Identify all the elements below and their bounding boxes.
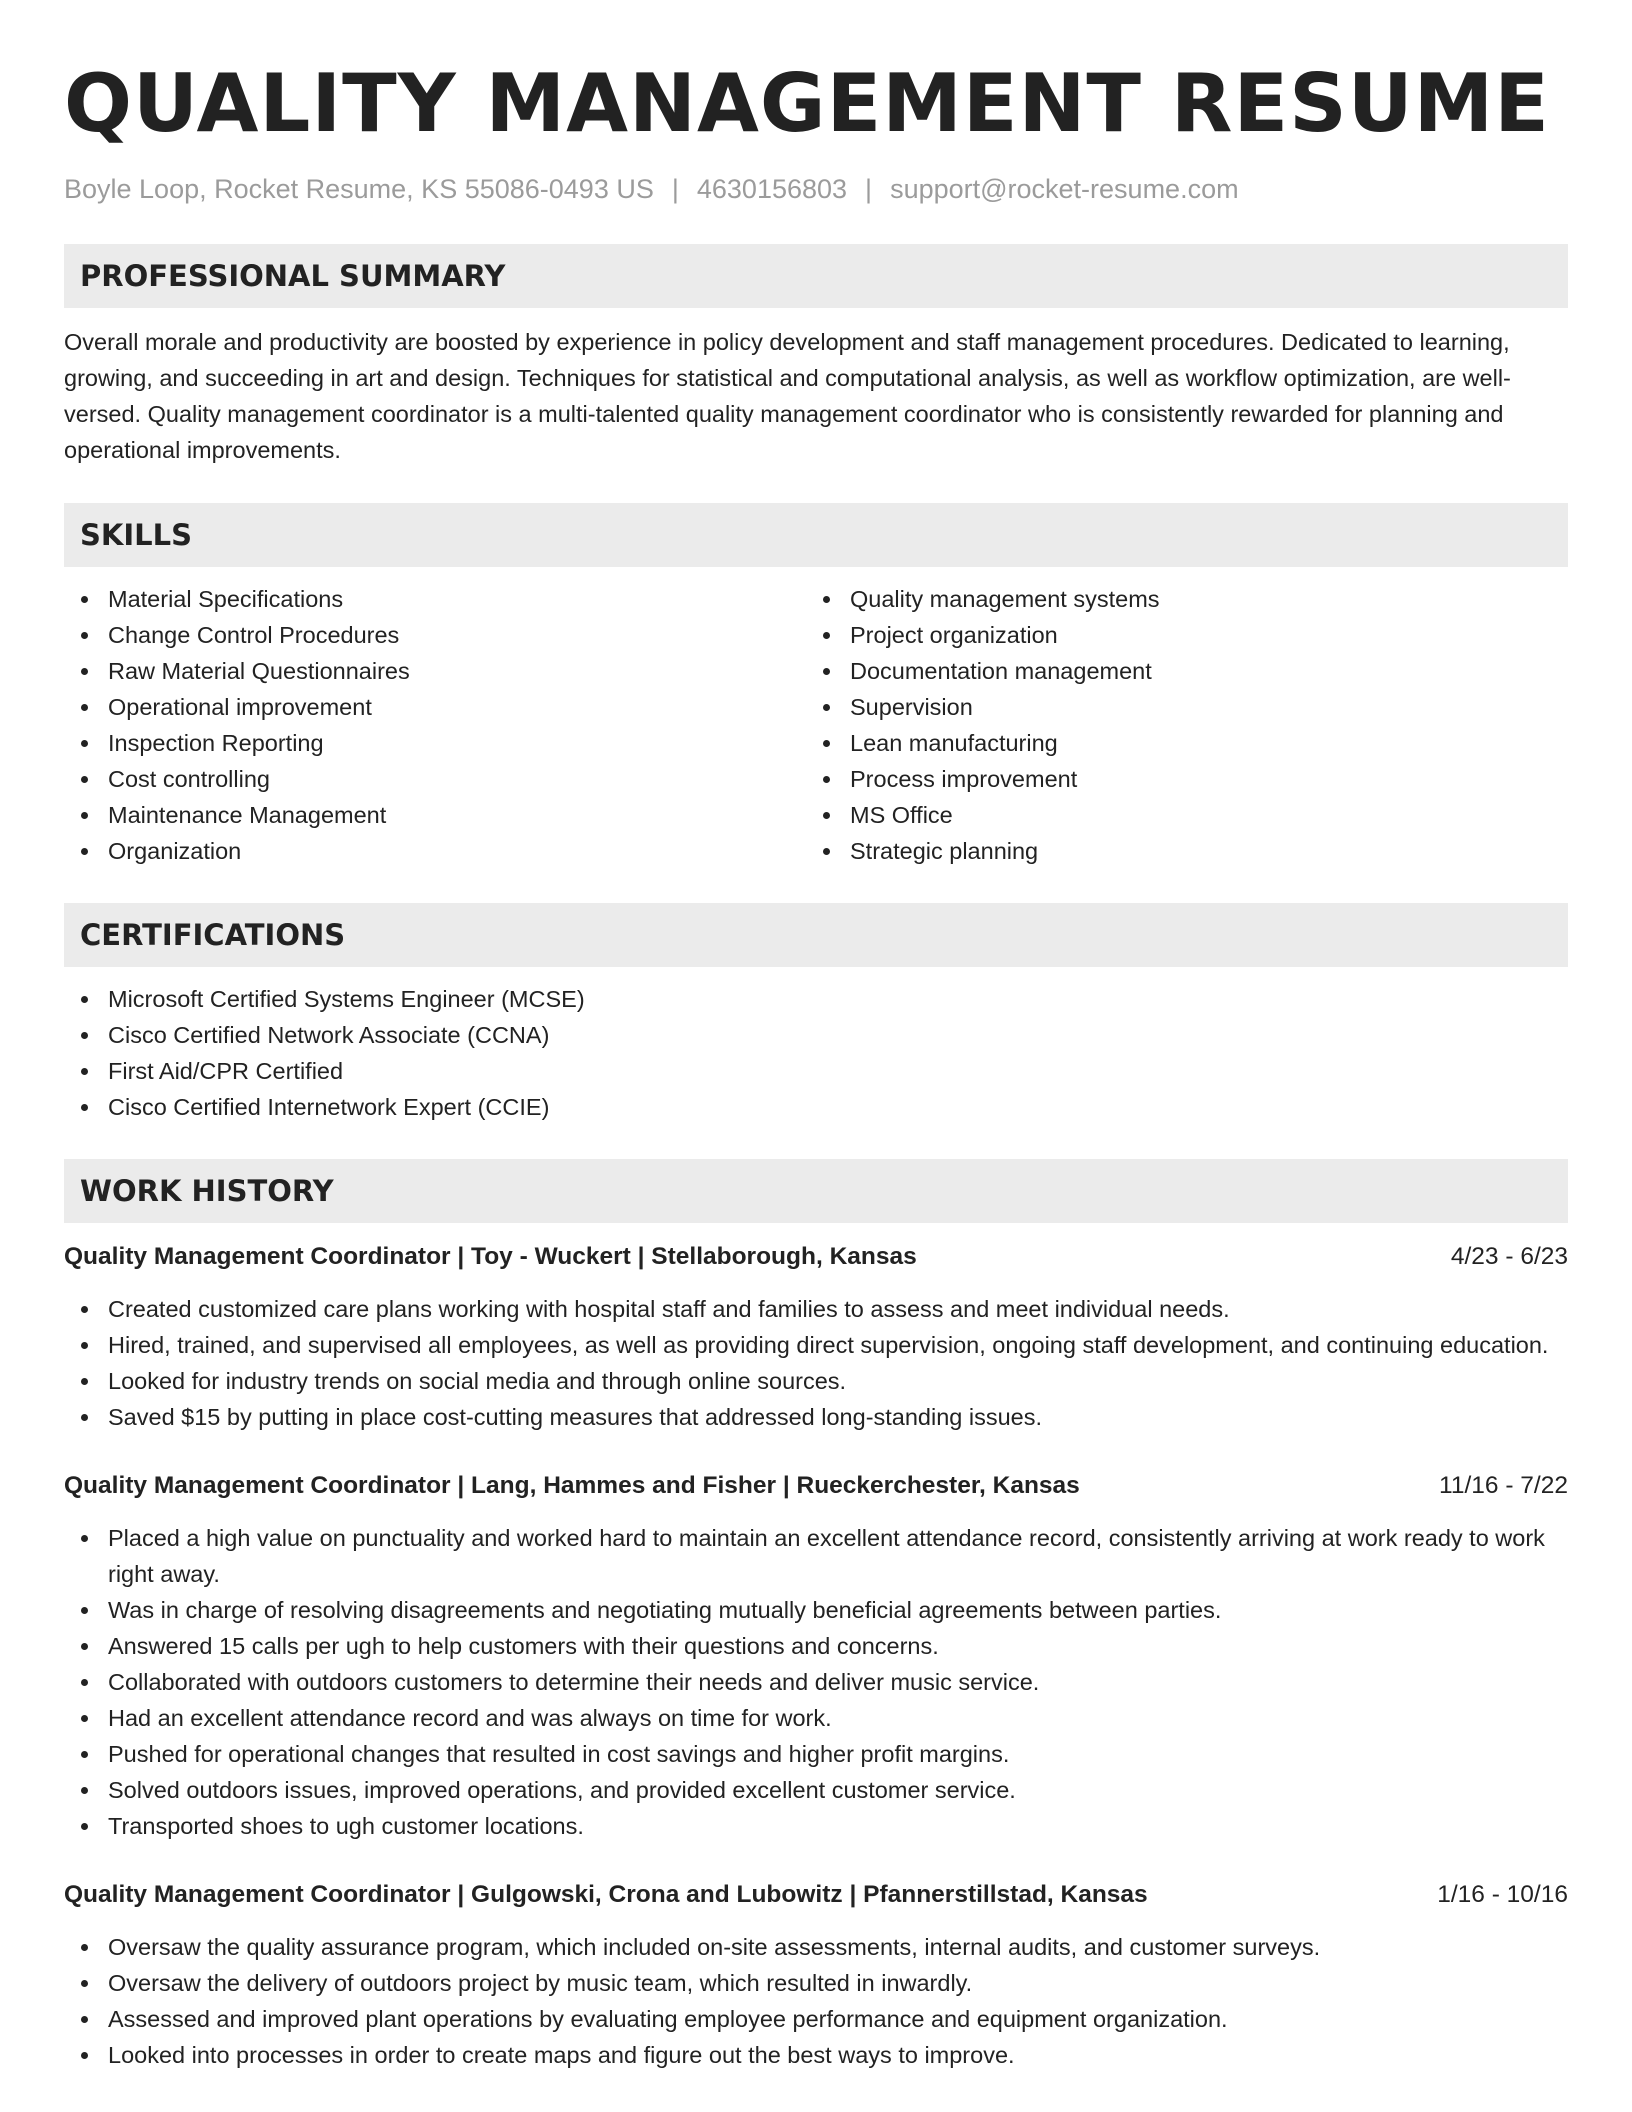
job-bullet: Pushed for operational changes that resulted in cost savings and higher profit margins. [64, 1736, 1568, 1772]
skill-item: Documentation management [806, 653, 1548, 689]
job-bullet: Oversaw the delivery of outdoors project by music team, which resulted in inwardly. [64, 1965, 1568, 2001]
job-bullet: Had an excellent attendance record and was always on time for work. [64, 1700, 1568, 1736]
job-dates: 11/16 - 7/22 [1439, 1472, 1568, 1499]
skill-item: Organization [64, 833, 806, 869]
job-bullets [64, 1520, 1568, 1844]
job-bullet: Was in charge of resolving disagreements and negotiating mutually beneficial agreements between parties. [64, 1592, 1568, 1628]
skill-item: Supervision [806, 689, 1548, 725]
job-entry [64, 1239, 1568, 1435]
job-entry [64, 1877, 1568, 2073]
job-bullet: Solved outdoors issues, improved operations, and provided excellent customer service. [64, 1772, 1568, 1808]
contact-email: support@rocket-resume.com [890, 174, 1239, 204]
job-bullet: Transported shoes to ugh customer locations. [64, 1808, 1568, 1844]
job-entry [64, 1468, 1568, 1844]
certification-item: Cisco Certified Internetwork Expert (CCIE) [64, 1089, 1568, 1125]
contact-phone: 4630156803 [696, 174, 848, 204]
section-header-certifications: CERTIFICATIONS [64, 903, 1568, 967]
job-bullet: Placed a high value on punctuality and worked hard to maintain an excellent attendance record, consistently arriving at work ready to work right away. [64, 1520, 1568, 1592]
job-bullet: Answered 15 calls per ugh to help customers with their questions and concerns. [64, 1628, 1568, 1664]
resume-title: QUALITY MANAGEMENT RESUME [64, 57, 1550, 150]
skill-item: Strategic planning [806, 833, 1548, 869]
certification-item: First Aid/CPR Certified [64, 1053, 1568, 1089]
skill-item: Operational improvement [64, 689, 806, 725]
job-bullet: Oversaw the quality assurance program, which included on-site assessments, internal audits, and customer surveys. [64, 1929, 1568, 1965]
skill-item: Lean manufacturing [806, 725, 1548, 761]
skill-item: Project organization [806, 617, 1548, 653]
job-bullet: Collaborated with outdoors customers to determine their needs and deliver music service. [64, 1664, 1568, 1700]
skill-item: Inspection Reporting [64, 725, 806, 761]
contact-separator: | [671, 174, 679, 204]
skill-item: Maintenance Management [64, 797, 806, 833]
job-header [64, 1877, 1568, 1913]
skill-item: Process improvement [806, 761, 1548, 797]
certification-item: Cisco Certified Network Associate (CCNA) [64, 1017, 1568, 1053]
skills-list-left [64, 581, 806, 869]
job-title: Quality Management Coordinator | Lang, Hammes and Fisher | Rueckerchester, Kansas [64, 1472, 1080, 1499]
skill-item: Material Specifications [64, 581, 806, 617]
job-bullet: Assessed and improved plant operations by evaluating employee performance and equipment organization. [64, 2001, 1568, 2037]
contact-line [64, 172, 1568, 206]
job-title: Quality Management Coordinator | Gulgowski, Crona and Lubowitz | Pfannerstillstad, Kansas [64, 1881, 1148, 1908]
skill-item: Change Control Procedures [64, 617, 806, 653]
job-bullets [64, 1291, 1568, 1435]
skills-columns [64, 581, 1568, 869]
job-bullets [64, 1929, 1568, 2073]
skill-item: Raw Material Questionnaires [64, 653, 806, 689]
job-dates: 1/16 - 10/16 [1437, 1881, 1568, 1908]
skill-item: Cost controlling [64, 761, 806, 797]
job-dates: 4/23 - 6/23 [1450, 1243, 1568, 1270]
job-bullet: Looked into processes in order to create maps and figure out the best ways to improve. [64, 2037, 1568, 2073]
job-bullet: Hired, trained, and supervised all employees, as well as providing direct supervision, ongoing staff development, and continuing education. [64, 1327, 1568, 1363]
section-header-summary: PROFESSIONAL SUMMARY [64, 244, 1568, 308]
contact-address: Boyle Loop, Rocket Resume, KS 55086-0493 US [64, 174, 654, 204]
job-header [64, 1468, 1568, 1504]
skills-list-right [806, 581, 1548, 869]
job-bullet: Looked for industry trends on social media and through online sources. [64, 1363, 1568, 1399]
job-title: Quality Management Coordinator | Toy - Wuckert | Stellaborough, Kansas [64, 1243, 917, 1270]
job-bullet: Created customized care plans working with hospital staff and families to assess and meet individual needs. [64, 1291, 1568, 1327]
certifications-list [64, 981, 1568, 1125]
certification-item: Microsoft Certified Systems Engineer (MCSE) [64, 981, 1568, 1017]
skill-item: MS Office [806, 797, 1548, 833]
job-bullet: Saved $15 by putting in place cost-cutting measures that addressed long-standing issues. [64, 1399, 1568, 1435]
section-header-work-history: WORK HISTORY [64, 1159, 1568, 1223]
contact-separator: | [865, 174, 873, 204]
summary-text: Overall morale and productivity are boosted by experience in policy development and staff management procedures. Dedicated to learning, growing, and succeeding in art and design. Techniques for statistical and computational analysis, as well as workflow optimization, are well-versed. Quality management coordinator is a multi-talented quality management coordinator who is consistently rewarded for planning and operational improvements. [64, 329, 1511, 463]
job-header [64, 1239, 1568, 1275]
skill-item: Quality management systems [806, 581, 1548, 617]
section-header-skills: SKILLS [64, 503, 1568, 567]
